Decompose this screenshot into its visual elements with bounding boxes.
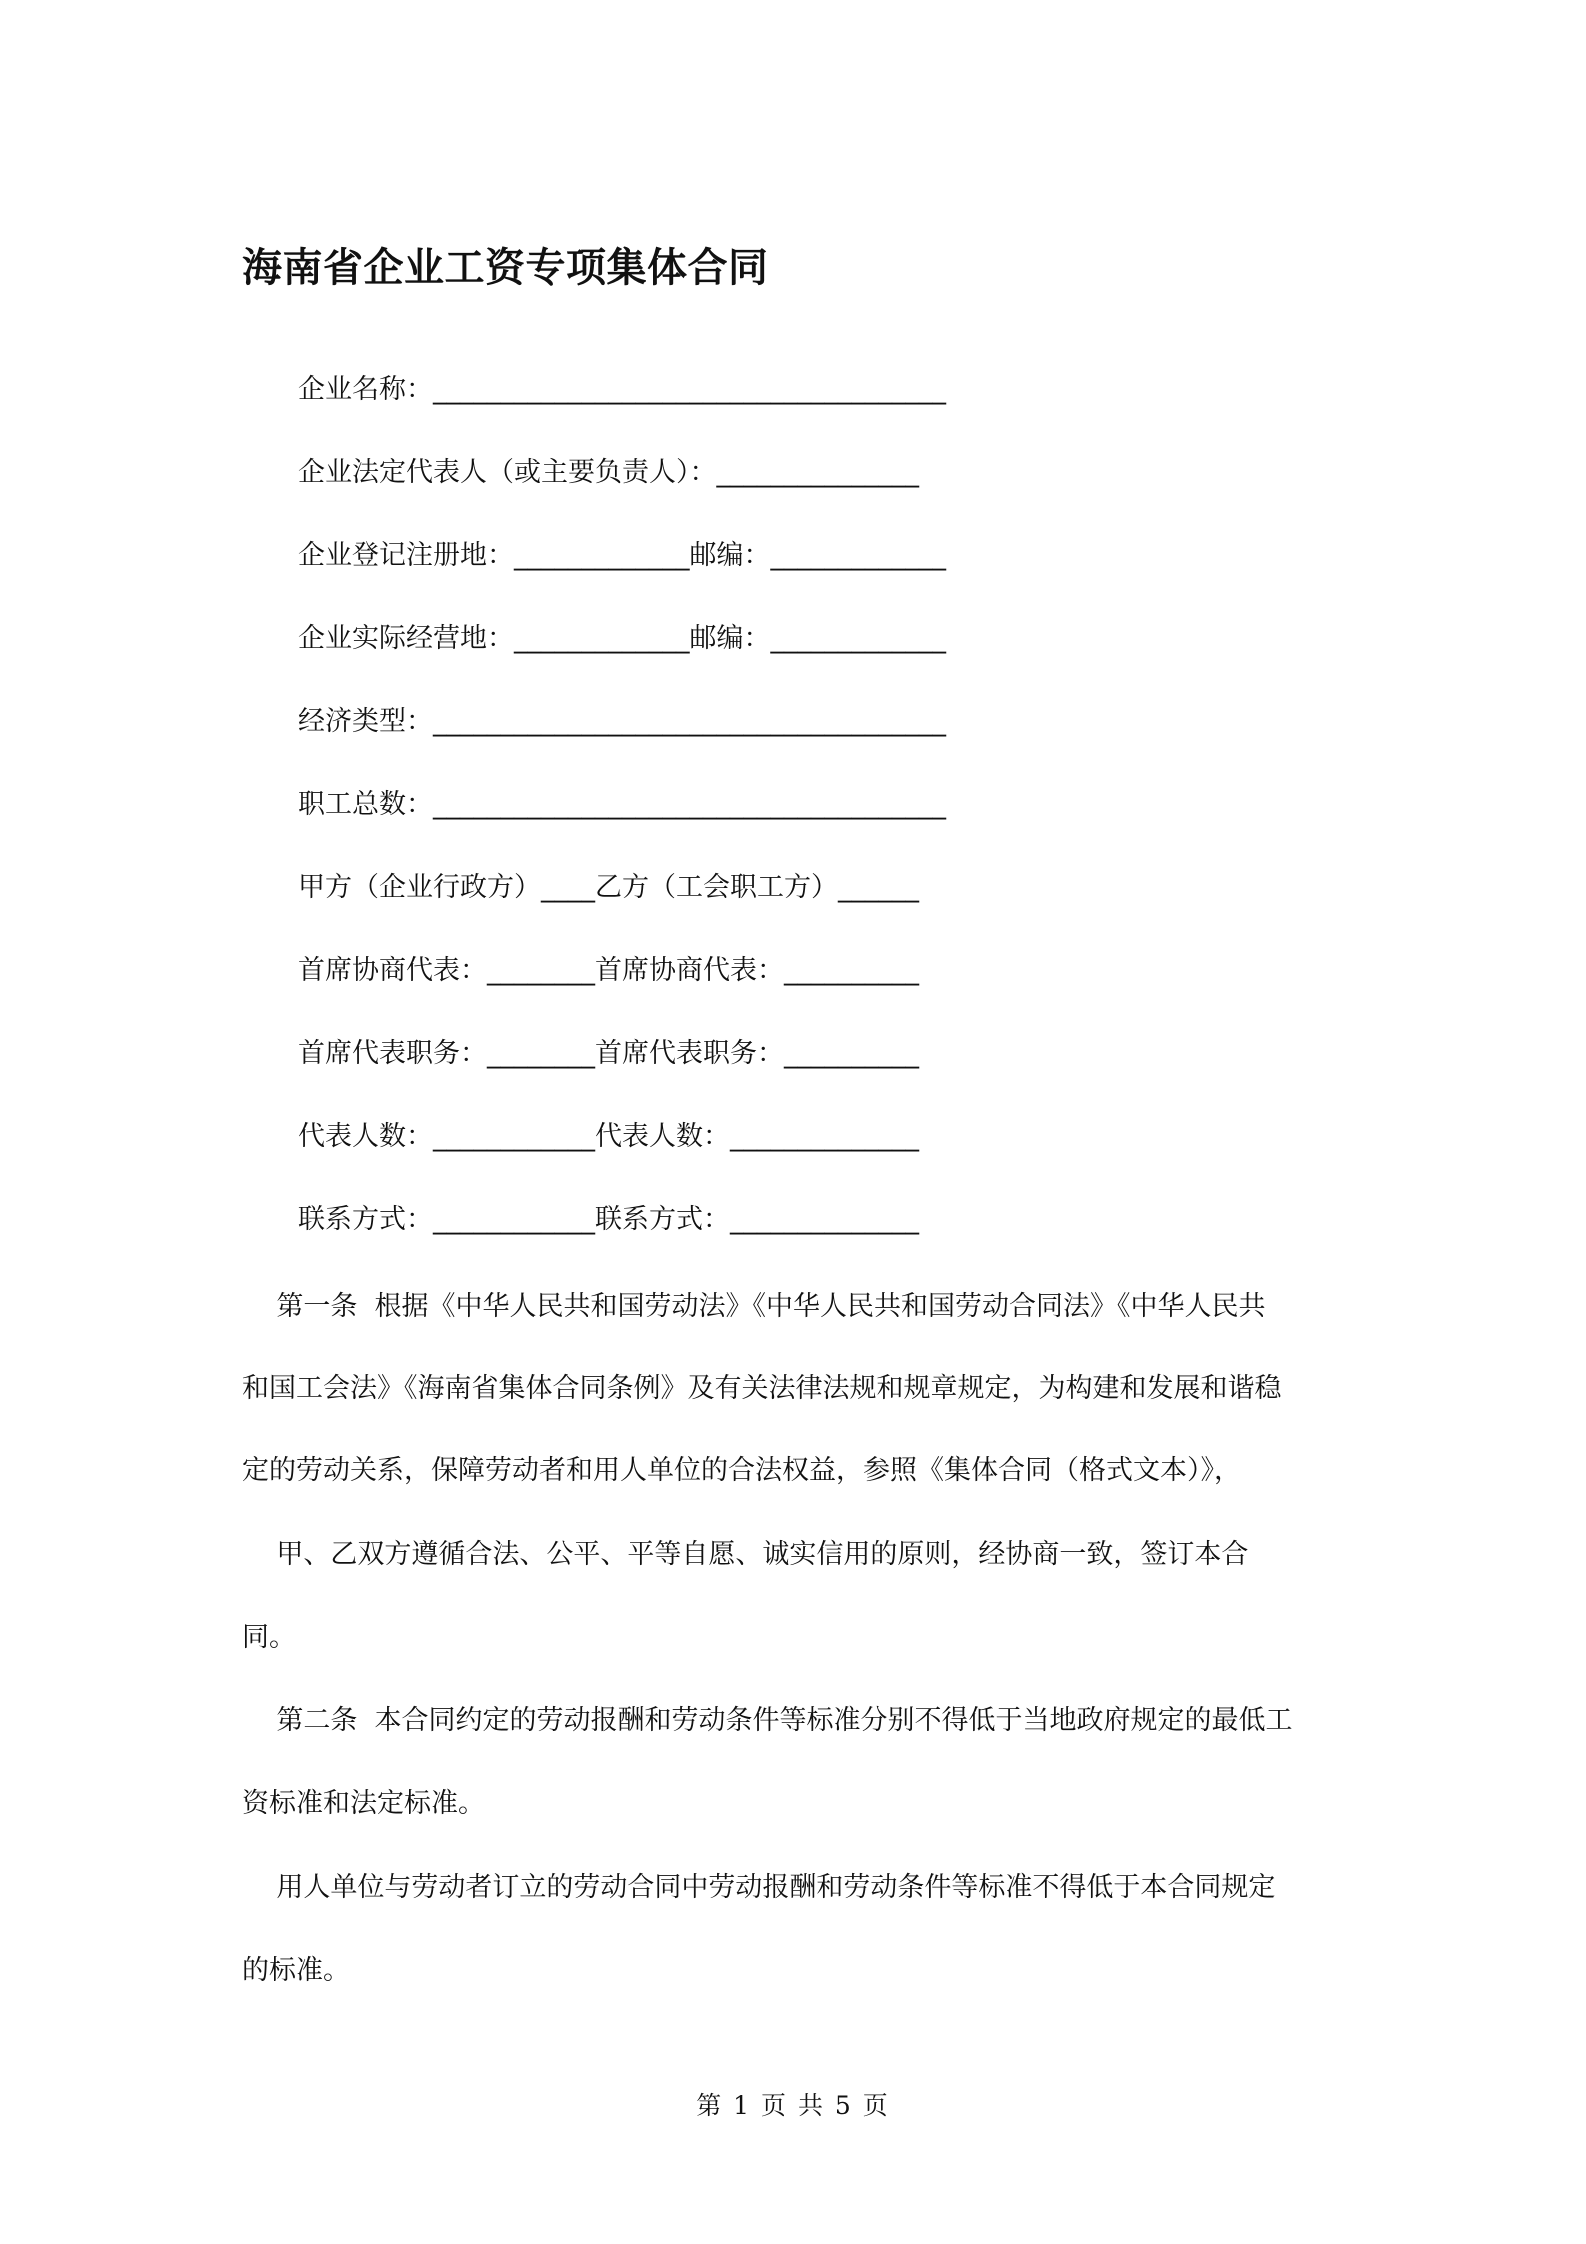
paragraph-line: 的标准。 (242, 1955, 350, 1986)
page-number-footer: 第 1 页 共 5 页 (696, 2091, 890, 2120)
paragraph-line: 第二条 本合同约定的劳动报酬和劳动条件等标准分别不得低于当地政府规定的最低工 (242, 1705, 1293, 1736)
field-registered-address: 企业登记注册地：_____________邮编：_____________ (298, 540, 946, 571)
field-employee-count: 职工总数：______________________________________ (298, 789, 946, 820)
field-operating-address: 企业实际经营地：_____________邮编：_____________ (298, 623, 946, 654)
field-chief-positions: 首席代表职务：________首席代表职务：__________ (298, 1038, 919, 1069)
field-legal-representative: 企业法定代表人（或主要负责人）：_______________ (298, 457, 919, 488)
paragraph-line: 定的劳动关系，保障劳动者和用人单位的合法权益，参照《集体合同（格式文本）》， (242, 1455, 1241, 1486)
paragraph-line: 用人单位与劳动者订立的劳动合同中劳动报酬和劳动条件等标准不得低于本合同规定 (242, 1872, 1276, 1903)
paragraph-line: 甲、乙双方遵循合法、公平、平等自愿、诚实信用的原则，经协商一致，签订本合 (242, 1539, 1249, 1570)
paragraph-line: 资标准和法定标准。 (242, 1788, 485, 1819)
field-chief-negotiators: 首席协商代表：________首席协商代表：__________ (298, 955, 919, 986)
document-title: 海南省企业工资专项集体合同 (242, 245, 769, 291)
field-representative-count: 代表人数：____________代表人数：______________ (298, 1121, 919, 1152)
field-economic-type: 经济类型：______________________________________ (298, 706, 946, 737)
paragraph-line: 和国工会法》《海南省集体合同条例》及有关法律法规和规章规定，为构建和发展和谐稳 (242, 1373, 1282, 1404)
paragraph-line: 第一条 根据《中华人民共和国劳动法》《中华人民共和国劳动合同法》《中华人民共 (242, 1291, 1266, 1322)
field-parties: 甲方（企业行政方）____乙方（工会职工方）______ (298, 872, 919, 903)
paragraph-line: 同。 (242, 1622, 296, 1653)
field-contact: 联系方式：____________联系方式：______________ (298, 1204, 919, 1235)
field-company-name: 企业名称：______________________________________ (298, 374, 946, 405)
